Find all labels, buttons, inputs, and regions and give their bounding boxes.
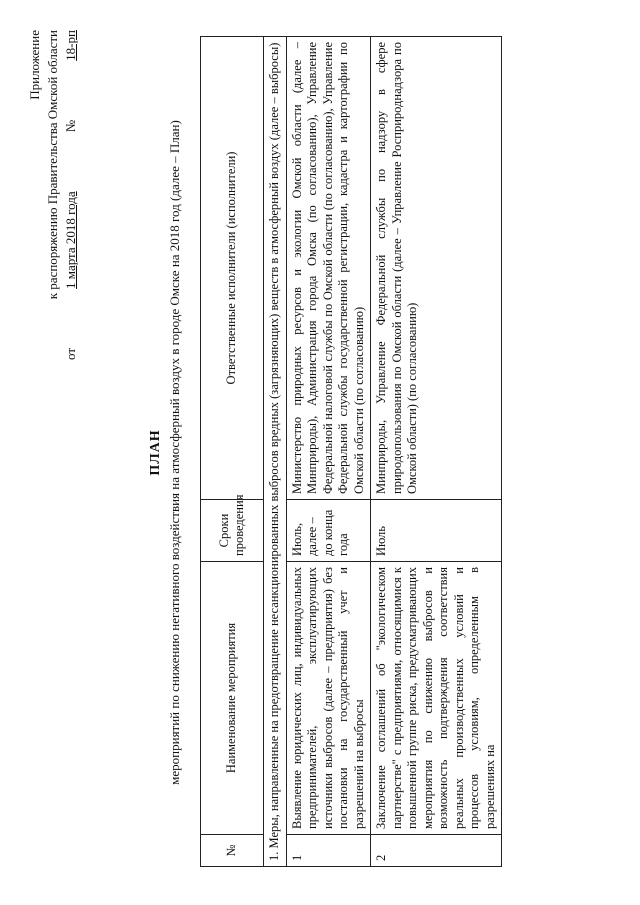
decree-number: 18-рп [63,30,78,61]
plan-table [200,36,502,867]
row-term: Июль, далее – до конца года [286,500,371,562]
row-name: Заключение соглашений об "экологическом партнерстве" с предприятиями, относящимися к повышенной группе риска, предусматривающих мероприятия по снижению выбросов и возможность подтверждения соответствия реальных производственных условий и процессов условиям, определенным в разрешениях на [371,562,502,835]
row-term: Июль [371,500,502,562]
header-responsible: Ответственные исполнители (исполнители) [201,37,264,500]
row-number: 1 [286,835,371,867]
section-row [264,37,287,867]
header-term: Сроки проведения [201,500,264,562]
table-row [371,37,502,867]
header-name: Наименование мероприятия [201,562,264,835]
row-number: 2 [371,835,502,867]
row-name: Выявление юридических лиц, индивидуальных предпринимателей, эксплуатирующих источники выбросов (далее – предприятия) без постановки на государственный учет и разрешений на выбросы [286,562,371,835]
table-row [286,37,371,867]
header-number: № [201,835,264,867]
appendix-date-line [62,30,80,360]
from-label: от [63,347,78,360]
appendix-title: Приложение [27,30,42,100]
row-responsible: Министерство природных ресурсов и экологии Омской области (далее – Минприроды), Администрация города Омска (по согласованию), Управление Федеральной налоговой службы по Омской области (по согласованию), Управление Федеральной службы государственной регистрации, кадастра и картографии по Омской области (по согласованию) [286,37,371,500]
section-title: 1. Меры, направленные на предотвращение несанкционированных выбросов вредных (загрязняющих) веществ в атмосферный воздух (далее – выбросы) [264,37,287,867]
document-subtitle: мероприятий по снижению негативного воздействия на атмосферный воздух в городе Омске на 2018 год (далее – План) [167,120,182,785]
appendix-block [26,30,80,360]
row-responsible: Минприроды, Управление Федеральной службы по надзору в сфере природопользования по Омской области (далее – Управление Росприроднадзора по Омской области) (по согласованию) [371,37,502,500]
appendix-ref: к распоряжению Правительства Омской области [45,30,60,300]
number-label: № [63,119,78,133]
table-header-row [201,37,264,867]
document-title: ПЛАН [148,429,163,476]
decree-date: 1 марта 2018 года [63,191,78,289]
